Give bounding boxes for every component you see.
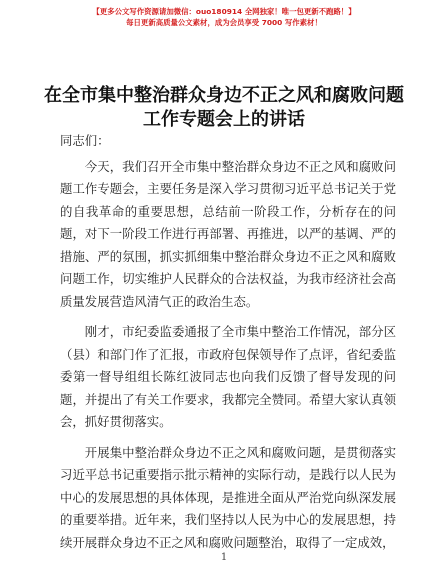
page-number: 1 (220, 552, 228, 563)
promo-line-2: 每日更新高质量公文素材，成为会员享受 7000 写作素材！ (126, 18, 322, 27)
title-line-1: 在全市集中整治群众身边不正之风和腐败问题 (44, 85, 404, 106)
title-line-2: 工作专题会上的讲话 (143, 109, 305, 130)
paragraph-3: 开展集中整治群众身边不正之风和腐败问题，是贯彻落实习近平总书记重要指示批示精神的实际行动，是践行以人民为中心的发展思想的具体体现，是推进全面从严治党向纵深发展的重要举措。近年来，我们坚持以人民为中心的发展思想，持续开展群众身边不正之风和腐败问题整治，取得了一定成效， (60, 444, 396, 550)
paragraph-2: 刚才，市纪委监委通报了全市集中整治工作情况，部分区（县）和部门作了汇报，市政府包保领导作了点评，省纪委监委第一督导组组长陈红波同志也向我们反馈了督导发现的问题，并提出了有关工作要求，我都完全赞同。希望大家认真领会，抓好贯彻落实。 (60, 324, 396, 429)
document-title (0, 84, 448, 132)
paragraph-1: 今天，我们召开全市集中整治群众身边不正之风和腐败问题工作专题会，主要任务是深入学习贯彻习近平总书记关于党的自我革命的重要思想，总结前一阶段工作，分析存在的问题，对下一阶段工作进行再部署、再推进，以严的基调、严的措施、严的氛围，抓实抓细集中整治群众身边不正之风和腐败问题工作，切实维护人民群众的合法权益，为我市经济社会高质量发展营造风清气正的政治生态。 (60, 158, 396, 309)
salutation: 同志们： (60, 133, 110, 148)
document-body (60, 130, 396, 562)
promo-banner (0, 6, 448, 28)
promo-line-1: 【更多公文写作资源请加微信：ouo180914 全网独家！唯一包更新不跑路！】 (92, 7, 356, 16)
